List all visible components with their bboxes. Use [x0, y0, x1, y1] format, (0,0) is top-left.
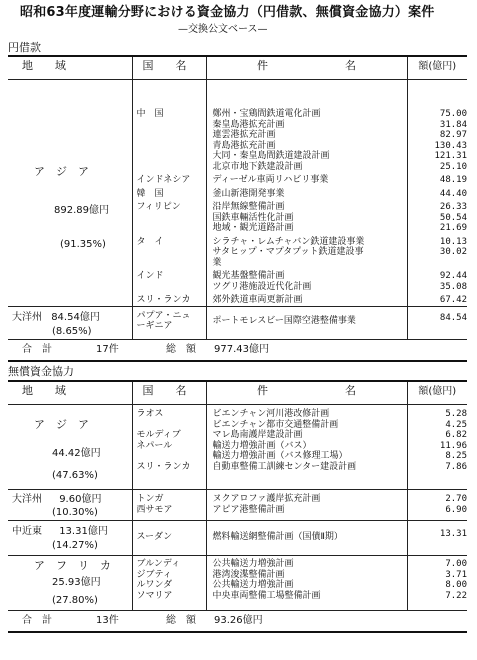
country-name: 韓 国 — [136, 188, 164, 199]
country-name: スリ・ランカ — [136, 461, 191, 472]
region-name: 大洋州 — [12, 494, 42, 505]
project-name: 大同・秦皇島間鉄道建設計画 — [212, 151, 330, 161]
country-name — [137, 420, 206, 431]
country-name — [137, 130, 206, 141]
project-name: ビエンチャン都市交通整備計画 — [212, 419, 339, 430]
project-amount: 2.70 — [445, 494, 467, 504]
country-name: ソマリア — [136, 590, 173, 601]
grant-middle-east-group — [8, 521, 467, 556]
country-name — [137, 141, 206, 152]
amount-column — [407, 405, 467, 490]
project-amount: 8.25 — [445, 451, 467, 461]
page-title: 昭和63年度運輸分野における資金協力（円借款、無償資金協力）案件 — [20, 5, 435, 20]
total-label: 合 計 — [22, 343, 52, 355]
region-percent: (91.35%) — [60, 239, 106, 250]
project-name: 中央車両整備工場整備計画 — [212, 590, 321, 601]
header-amount: 額(億円) — [407, 56, 467, 80]
yen-total-row — [8, 339, 467, 361]
project-name: 連雲港拡充計画 — [212, 130, 276, 140]
region-name: 大洋州 — [12, 311, 42, 323]
project-amount: 7.22 — [445, 590, 467, 601]
country-name: タ イ — [136, 236, 164, 247]
country-name — [137, 213, 206, 224]
country-name: ルワンダ — [136, 580, 173, 590]
yen-asia-group — [8, 80, 467, 307]
total-count: 17件 — [96, 343, 119, 355]
amount-cell: 84.54 — [407, 306, 467, 339]
country-name — [137, 258, 206, 269]
section-label-grant: 無償資金協力 — [8, 365, 74, 378]
project-name: 鄭州・宝鶏間鉄道電化計画 — [212, 109, 321, 119]
project-amount: 4.25 — [445, 419, 467, 430]
grant-asia-group — [8, 405, 467, 490]
country-name: トンガ — [136, 494, 164, 504]
country-name: モルディブ — [136, 430, 181, 440]
project-amount: 8.00 — [445, 580, 467, 590]
project-amount: 35.08 — [439, 281, 467, 292]
project-name: 観光基盤整備計画 — [212, 271, 285, 281]
project-column — [206, 556, 407, 611]
country-name: 中 国 — [136, 109, 164, 119]
yen-oceania-group — [8, 306, 467, 339]
region-cell-africa — [8, 556, 132, 611]
country-name: ジブティ — [136, 569, 172, 580]
country-name: フィリピン — [136, 202, 181, 212]
amount-column — [407, 80, 467, 307]
total-label: 合 計 — [22, 615, 52, 626]
project-name: サタヒップ・マプタプット鉄道建設事 — [212, 247, 364, 257]
project-amount: 92.44 — [439, 271, 467, 281]
project-amount: 21.69 — [439, 223, 467, 233]
total-sum: 977.43億円 — [214, 343, 269, 355]
country-column — [132, 556, 206, 611]
project-amount — [408, 258, 468, 269]
page-subtitle: —交換公文ベース— — [178, 24, 268, 35]
region-name: ア ジ ア — [34, 165, 89, 178]
region-amount: 84.54億円 — [51, 311, 100, 323]
project-amount: 82.97 — [439, 130, 467, 140]
project-amount: 75.00 — [439, 109, 467, 119]
total-count: 13件 — [96, 615, 119, 626]
project-name: 港湾浚渫整備計画 — [212, 569, 285, 580]
country-cell: パプア・ニュ ーギニア — [132, 306, 206, 339]
project-name: ヌクアロファ護岸拡充計画 — [212, 494, 321, 504]
region-amount: 25.93億円 — [52, 577, 101, 588]
project-amount: 6.90 — [445, 504, 467, 515]
header-country: 国 名 — [132, 56, 206, 80]
project-name: ディーゼル車両リハビリ事業 — [212, 175, 329, 185]
region-cell-oceania — [8, 490, 132, 521]
project-amount: 31.84 — [439, 119, 467, 130]
country-name — [137, 247, 206, 258]
project-column — [206, 80, 407, 307]
project-amount: 44.40 — [439, 188, 467, 199]
yen-loan-table — [8, 55, 467, 362]
region-name: 中近東 — [12, 526, 42, 537]
project-name: 沿岸無線整備計画 — [212, 202, 285, 212]
region-percent: (8.65%) — [52, 325, 92, 337]
country-name — [137, 151, 206, 162]
project-name: マレ島南護岸建設計画 — [212, 430, 303, 440]
project-amount: 6.82 — [445, 430, 467, 440]
country-cell: スーダン — [132, 521, 206, 556]
project-name: 公共輸送力増強計画 — [212, 580, 294, 590]
region-cell-middle-east — [8, 521, 132, 556]
project-name: 公共輸送力増強計画 — [212, 559, 294, 569]
country-name — [137, 120, 206, 131]
amount-column — [407, 490, 467, 521]
country-name: スリ・ランカ — [136, 295, 191, 305]
project-name: 地域・観光道路計画 — [212, 223, 294, 233]
project-name: 郊外鉄道車両更新計画 — [212, 295, 303, 305]
country-column — [132, 490, 206, 521]
header-region: 地 域 — [8, 56, 132, 80]
project-name: アピア港整備計画 — [212, 504, 285, 515]
country-name: ネパール — [136, 440, 173, 451]
project-amount: 50.54 — [439, 212, 467, 223]
project-name: 輸送力増強計画（バス修理工場） — [212, 451, 348, 461]
project-amount: 7.86 — [445, 461, 467, 472]
region-amount: 44.42億円 — [52, 448, 101, 459]
region-amount: 892.89億円 — [54, 205, 109, 216]
project-cell: ポートモレスビー国際空港整備事業 — [212, 315, 356, 326]
grant-oceania-group — [8, 490, 467, 521]
project-column — [206, 490, 407, 521]
region-amount: 13.31億円 — [59, 526, 108, 537]
project-amount: 130.43 — [434, 140, 467, 151]
amount-column — [407, 556, 467, 611]
project-cell: 燃料輸送網整備計画（国債Ⅱ期） — [212, 532, 343, 542]
project-amount: 30.02 — [439, 247, 467, 257]
country-name — [137, 162, 206, 173]
total-sum: 93.26億円 — [214, 615, 263, 626]
country-name — [137, 223, 206, 234]
total-sum-label: 総 額 — [166, 343, 196, 355]
project-amount: 26.33 — [439, 202, 467, 212]
project-amount: 11.96 — [439, 440, 467, 451]
project-name: 輸送力増強計画（バス） — [212, 440, 312, 451]
region-percent: (27.80%) — [52, 595, 98, 606]
country-column — [132, 80, 206, 307]
grant-table — [8, 380, 467, 633]
project-name: 業 — [212, 257, 222, 268]
project-column — [206, 405, 407, 490]
project-amount: 7.00 — [445, 559, 467, 569]
project-name: 秦皇島港拡充計画 — [212, 119, 285, 130]
header-project: 件 名 — [257, 59, 356, 72]
project-amount: 67.42 — [439, 295, 467, 305]
project-amount: 5.28 — [445, 409, 467, 419]
country-name: インドネシア — [136, 175, 191, 185]
section-label-yen-loan: 円借款 — [8, 41, 41, 54]
country-name: ラオス — [136, 409, 164, 419]
project-amount: 3.71 — [445, 569, 467, 580]
region-cell-asia — [8, 80, 132, 307]
grant-total-row — [8, 611, 467, 633]
project-amount: 121.31 — [434, 151, 467, 161]
project-name: ビエンチャン河川港改修計画 — [212, 409, 330, 419]
region-percent: (10.30%) — [52, 507, 98, 518]
region-name: ア フ リ カ — [34, 559, 111, 572]
project-name: 国鉄車輛活性化計画 — [212, 212, 294, 223]
country-name — [137, 451, 206, 462]
country-name: 西サモア — [136, 504, 173, 515]
project-amount: 25.10 — [439, 161, 467, 172]
grant-africa-group — [8, 556, 467, 611]
project-name: シラチャ・レムチャバン鉄道建設事業 — [212, 236, 365, 247]
header-amount: 額(億円) — [407, 381, 467, 405]
region-name: ア ジ ア — [34, 418, 89, 431]
project-name: 自動車整備工訓練センター建設計画 — [212, 461, 357, 472]
project-name: ツグリ港施設近代化計画 — [212, 281, 312, 292]
header-project: 件 名 — [257, 384, 356, 397]
amount-cell: 13.31 — [407, 521, 467, 556]
country-name: ブルンディ — [136, 559, 181, 569]
project-name: 釜山新港開発事業 — [212, 188, 285, 199]
project-amount: 10.13 — [439, 236, 467, 247]
country-name: インド — [136, 271, 164, 281]
country-column — [132, 405, 206, 490]
project-amount: 48.19 — [439, 175, 467, 185]
region-cell-asia — [8, 405, 132, 490]
region-amount: 9.60億円 — [59, 494, 102, 505]
region-percent: (14.27%) — [52, 540, 98, 551]
region-cell-oceania — [8, 306, 132, 339]
project-name: 北京市地下鉄建設計画 — [212, 161, 303, 172]
header-country: 国 名 — [132, 381, 206, 405]
region-percent: (47.63%) — [52, 470, 98, 481]
project-name: 青島港拡充計画 — [212, 140, 276, 151]
total-sum-label: 総 額 — [166, 615, 196, 626]
header-region: 地 域 — [8, 381, 132, 405]
country-name — [137, 282, 206, 293]
